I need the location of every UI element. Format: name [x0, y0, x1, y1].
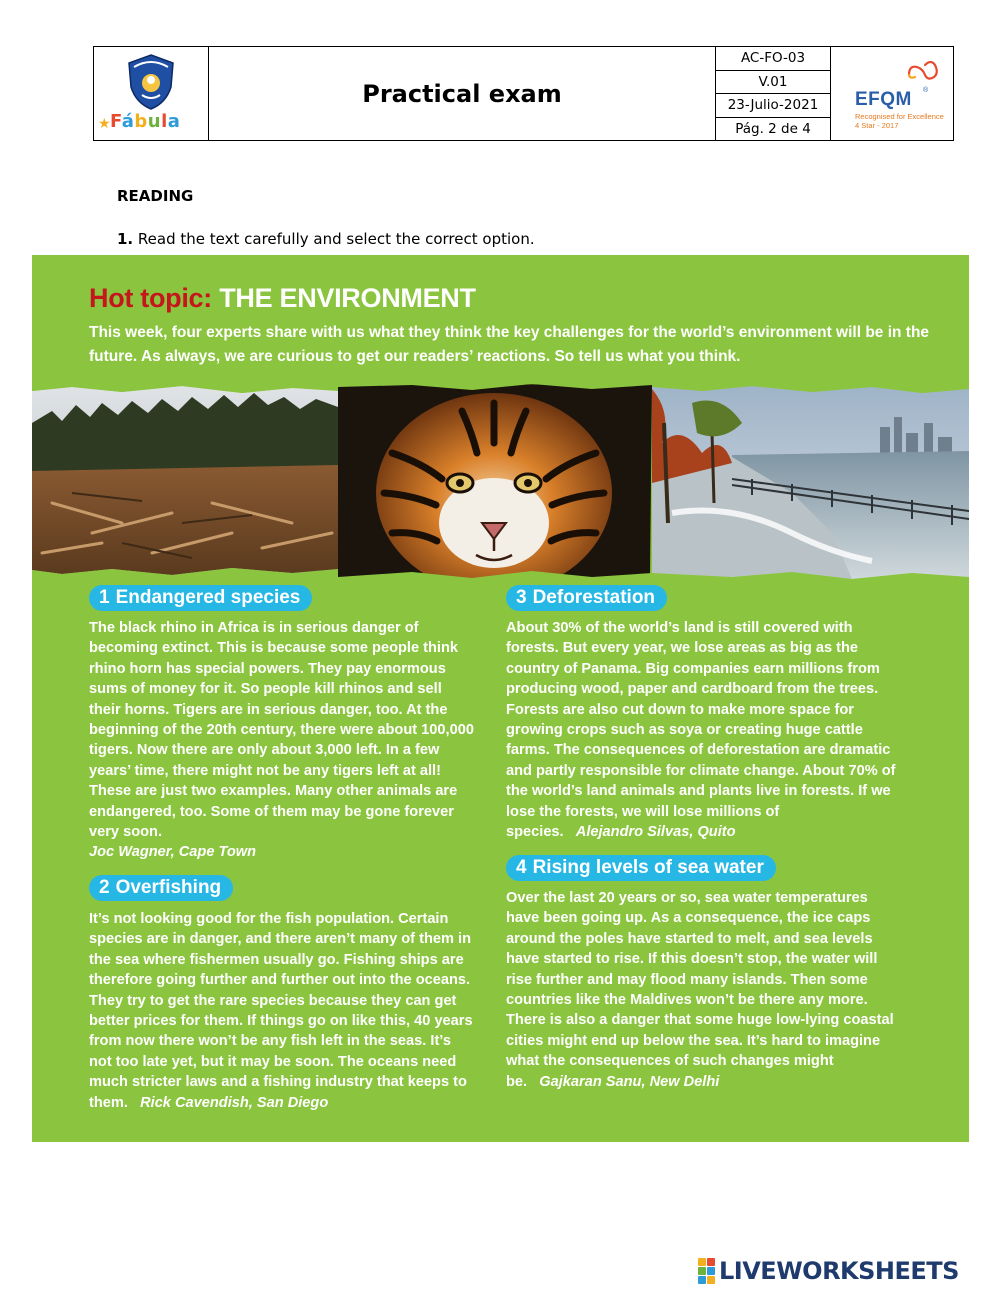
section-body-overfishing [89, 909, 477, 1113]
section-number: 3 [516, 587, 527, 608]
document-version: V.01 [716, 71, 830, 95]
photo-strip [32, 383, 969, 579]
document-code: AC-FO-03 [716, 47, 830, 71]
tiger-photo [338, 383, 652, 579]
flood-photo [652, 386, 969, 579]
section-body-rising-sea-levels [506, 888, 904, 1092]
section-number: 2 [99, 877, 110, 898]
section-title: Endangered species [115, 587, 301, 608]
efqm-logo-cell [831, 47, 953, 140]
document-header [93, 46, 954, 141]
section-text: About 30% of the world’s land is still covered with forests. But every year, we lose areas as big as the country of Panama. Big companies earn millions from producing wood, paper and cardboard from the trees. Forests are also cut down to make more space for growing crops such as soya or creating huge cattle farms. The consequences of deforestation are dramatic and partly responsible for climate change. About 70% of the world’s land animals and plants live in forests. If we lose the forests, we will lose millions of species. [506, 620, 896, 841]
instruction [117, 230, 535, 248]
efqm-name: EFQM [855, 89, 912, 110]
article-intro: This week, four experts share with us what they think the key challenges for the world’s environment will be in the future. As always, we are curious to get our readers’ reactions. So tell us what you think. [89, 324, 930, 365]
section-title: Deforestation [532, 587, 656, 608]
star-icon: ★ [98, 115, 111, 131]
section-label: READING [117, 187, 194, 205]
document-code-cell [716, 47, 831, 140]
reading-article [32, 255, 969, 1142]
section-title: Overfishing [115, 877, 222, 898]
liveworksheets-logo[interactable] [698, 1258, 959, 1284]
efqm-subtitle: Recognised for Excellence [855, 112, 944, 121]
section-title: Rising levels of sea water [532, 857, 764, 878]
section-heading-endangered-species [89, 585, 312, 611]
section-number: 1 [99, 587, 110, 608]
section-text: The black rhino in Africa is in serious danger of becoming extinct. This is because some people think rhino horn has special powers. They pay enormous sums of money for it. So people kill rhinos and sell their horns. Tigers are in serious danger, too. At the beginning of the 20th century, there were about 100,000 tigers. Now there are only about 3,000 left. In a few years’ time, there might not be any tigers left at all! These are just two examples. Many other animals are endangered, too. Some of them may be gone forever very soon. [89, 620, 474, 841]
document-date: 23-Julio-2021 [716, 94, 830, 118]
section-signature: Alejandro Silvas, Quito [575, 824, 736, 841]
section-body-endangered-species [89, 618, 477, 863]
instruction-number: 1. [117, 230, 134, 248]
liveworksheets-blocks-icon [698, 1258, 715, 1284]
efqm-award-year: 4 Star - 2017 [855, 121, 899, 130]
section-heading-deforestation [506, 585, 667, 611]
instruction-text: Read the text carefully and select the correct option. [133, 230, 535, 248]
page-number: Pág. 2 de 4 [735, 120, 811, 137]
page-title: Practical exam [362, 79, 562, 108]
deforestation-photo [32, 386, 338, 575]
article-title-topic: THE ENVIRONMENT [219, 283, 476, 313]
article-title [89, 283, 476, 314]
school-logo-cell [94, 47, 209, 140]
section-text: It’s not looking good for the fish population. Certain species are in danger, and there aren’t many of them in the sea where fishermen usually go. Fishing ships are therefore going further and further out into the oceans. They try to get the rare species because they can get better prices for them. If things go on like this, 40 years from now there won’t be any fish left in the seas. It’s not too late yet, but it may be soon. The oceans need much stricter laws and a fishing industry that keeps to them. [89, 911, 473, 1111]
section-heading-rising-sea-levels [506, 855, 776, 881]
title-cell [209, 47, 716, 140]
school-shield-icon [126, 53, 176, 111]
section-text: Over the last 20 years or so, sea water temperatures have been going up. As a consequence, the ice caps around the poles have started to melt, and sea levels have started to rise. If this doesn’t stop, the water will rise further and may flood many islands. Then some countries like the Maldives won’t be there any more. There is also a danger that some huge low-lying coastal cities might end up below the sea. It’s hard to imagine what the consequences of such changes might be. [506, 890, 894, 1090]
efqm-infinity-icon [905, 57, 941, 83]
section-signature: Rick Cavendish, San Diego [140, 1094, 329, 1111]
section-body-deforestation [506, 618, 904, 842]
article-title-prefix: Hot topic: [89, 283, 212, 313]
photo-strip-graphic [32, 383, 969, 579]
section-heading-overfishing [89, 875, 233, 901]
liveworksheets-brand: LIVEWORKSHEETS [719, 1257, 959, 1285]
section-number: 4 [516, 857, 527, 878]
section-signature: Gajkaran Sanu, New Delhi [539, 1073, 720, 1090]
section-signature: Joc Wagner, Cape Town [89, 844, 257, 861]
school-name-logo: Fábula [110, 111, 181, 132]
efqm-trademark: ® [923, 87, 929, 94]
